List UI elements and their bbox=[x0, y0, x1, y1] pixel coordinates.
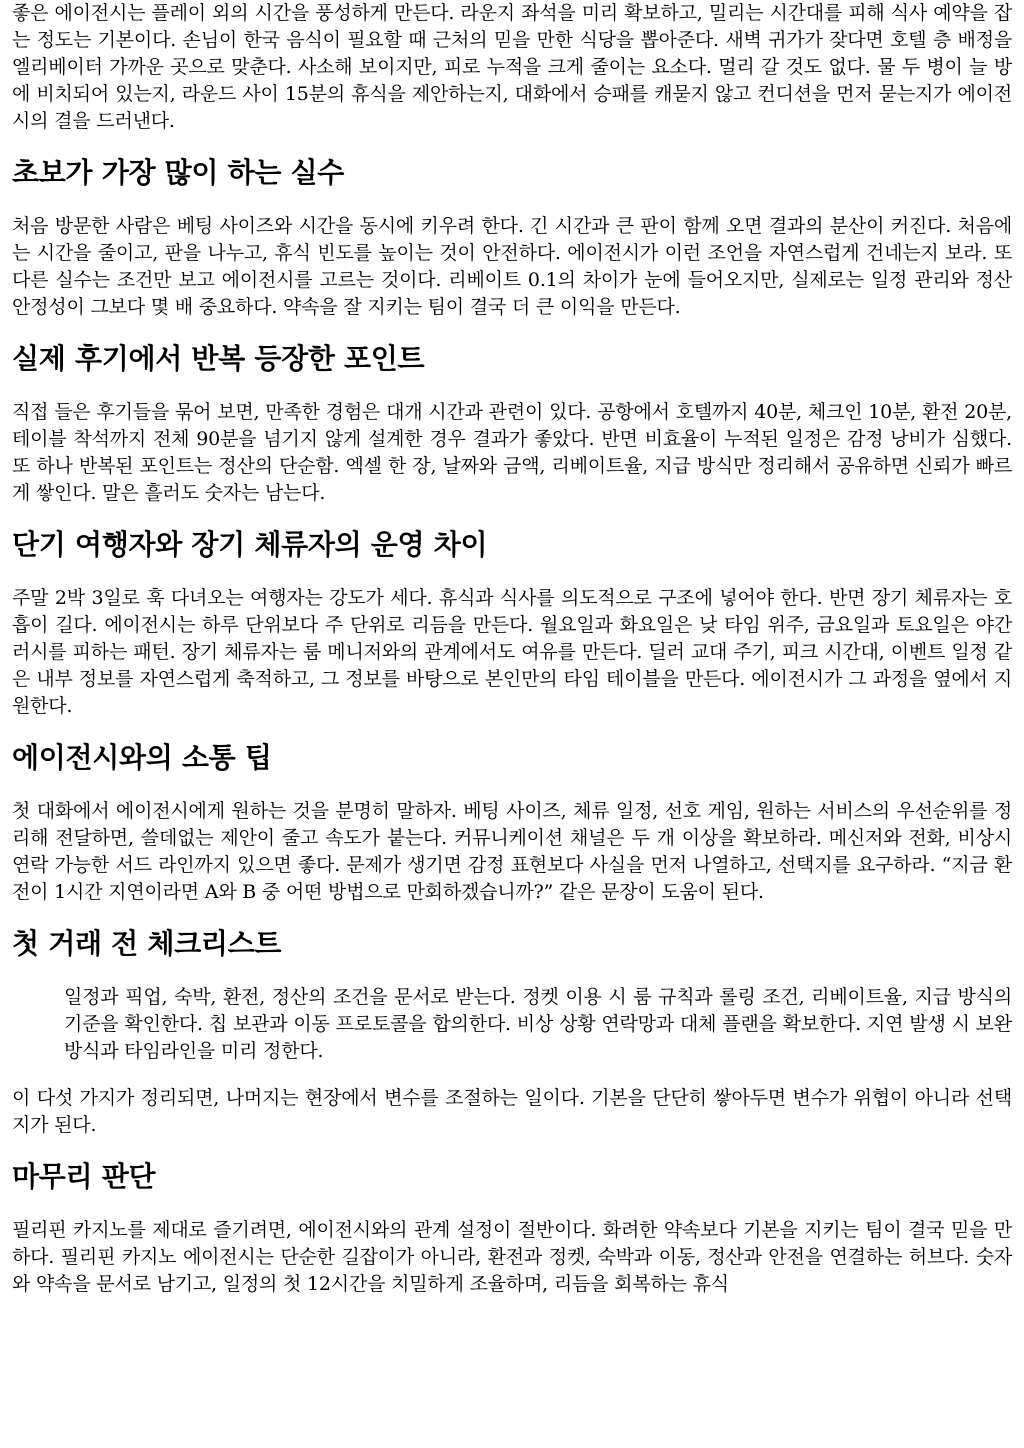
intro-paragraph: 좋은 에이전시는 플레이 외의 시간을 풍성하게 만든다. 라운지 좌석을 미리 확보하고, 밀리는 시간대를 피해 식사 예약을 잡는 정도는 기본이다. 손님이 한국 음식이 필요할 때 근처의 믿을 만한 식당을 뽑아준다. 새벽 귀가가 잦다면 호텔 층 배정을 엘리베이터 가까운 곳으로 맞춘다. 사소해 보이지만, 피로 누적을 크게 줄이는 요소다. 멀리 갈 것도 없다. 물 두 병이 늘 방에 비치되어 있는지, 라운드 사이 15분의 휴식을 제안하는지, 대화에서 승패를 캐묻지 않고 컨디션을 먼저 묻는지가 에이전시의 결을 드러낸다. bbox=[12, 2, 1012, 132]
closing-heading: 마무리 판단 bbox=[12, 1160, 156, 1193]
section-body-short-vs-long-stay: 주말 2박 3일로 훅 다녀오는 여행자는 강도가 세다. 휴식과 식사를 의도적으로 구조에 넣어야 한다. 반면 장기 체류자는 호흡이 길다. 에이전시는 하루 단위보다 주 단위로 리듬을 만든다. 월요일과 화요일은 낮 타임 위주, 금요일과 토요일은 야간 러시를 피하는 패턴. 장기 체류자는 룸 메니저와의 관계에서도 여유를 만든다. 딜러 교대 주기, 피크 시간대, 이벤트 일정 같은 내부 정보를 자연스럽게 축적하고, 그 정보를 바탕으로 본인만의 타임 테이블을 만든다. 에이전시가 그 과정을 옆에서 지원한다. bbox=[12, 587, 1012, 717]
section-body-communication-tips: 첫 대화에서 에이전시에게 원하는 것을 분명히 말하자. 베팅 사이즈, 체류 일정, 선호 게임, 원하는 서비스의 우선순위를 정리해 전달하면, 쓸데없는 제안이 줄고 속도가 붙는다. 커뮤니케이션 채널은 두 개 이상을 확보하라. 메신저와 전화, 비상시 연락 가능한 서드 라인까지 있으면 좋다. 문제가 생기면 감정 표현보다 사실을 먼저 나열하고, 선택지를 요구하라. “지금 환전이 1시간 지연이라면 A와 B 중 어떤 방법으로 만회하겠습니까?” 같은 문장이 도움이 된다. bbox=[12, 800, 1012, 903]
section-heading-short-vs-long-stay: 단기 여행자와 장기 체류자의 운영 차이 bbox=[12, 528, 488, 561]
checklist-after-paragraph: 이 다섯 가지가 정리되면, 나머지는 현장에서 변수를 조절하는 일이다. 기본을 단단히 쌓아두면 변수가 위협이 아니라 선택지가 된다. bbox=[12, 1087, 1012, 1136]
checklist-blockquote bbox=[64, 984, 1012, 1065]
section-body-review-points: 직접 들은 후기들을 묶어 보면, 만족한 경험은 대개 시간과 관련이 있다. 공항에서 호텔까지 40분, 체크인 10분, 환전 20분, 테이블 착석까지 전체 90분을 넘기지 않게 설계한 경우 결과가 좋았다. 반면 비효율이 누적된 일정은 감정 낭비가 심했다. 또 하나 반복된 포인트는 정산의 단순함. 엑셀 한 장, 날짜와 금액, 리베이트율, 지급 방식만 정리해서 공유하면 신뢰가 빠르게 쌓인다. 말은 흘러도 숫자는 남는다. bbox=[12, 401, 1012, 504]
closing-paragraph: 필리핀 카지노를 제대로 즐기려면, 에이전시와의 관계 설정이 절반이다. 화려한 약속보다 기본을 지키는 팀이 결국 믿을 만하다. 필리핀 카지노 에이전시는 단순한 길잡이가 아니라, 환전과 정켓, 숙박과 이동, 정산과 안전을 연결하는 허브다. 숫자와 약속을 문서로 남기고, 일정의 첫 12시간을 치밀하게 조율하며, 리듬을 회복하는 휴식 bbox=[12, 1219, 1012, 1295]
section-heading-review-points: 실제 후기에서 반복 등장한 포인트 bbox=[12, 342, 425, 375]
section-body-beginner-mistakes: 처음 방문한 사람은 베팅 사이즈와 시간을 동시에 키우려 한다. 긴 시간과 큰 판이 함께 오면 결과의 분산이 커진다. 처음에는 시간을 줄이고, 판을 나누고, 휴식 빈도를 높이는 것이 안전하다. 에이전시가 이런 조언을 자연스럽게 건네는지 보라. 또 다른 실수는 조건만 보고 에이전시를 고르는 것이다. 리베이트 0.1의 차이가 눈에 들어오지만, 실제로는 일정 관리와 정산 안정성이 그보다 몇 배 중요하다. 약속을 잘 지키는 팀이 결국 더 큰 이익을 만든다. bbox=[12, 215, 1012, 318]
section-heading-beginner-mistakes: 초보가 가장 많이 하는 실수 bbox=[12, 156, 345, 189]
checklist-quote-text: 일정과 픽업, 숙박, 환전, 정산의 조건을 문서로 받는다. 정켓 이용 시 룸 규칙과 롤링 조건, 리베이트율, 지급 방식의 기준을 확인한다. 칩 보관과 이동 프로토콜을 합의한다. 비상 상황 연락망과 대체 플랜을 확보한다. 지연 발생 시 보완 방식과 타임라인을 미리 정한다. bbox=[64, 986, 1012, 1062]
section-heading-communication-tips: 에이전시와의 소통 팁 bbox=[12, 741, 272, 774]
checklist-heading: 첫 거래 전 체크리스트 bbox=[12, 927, 282, 960]
